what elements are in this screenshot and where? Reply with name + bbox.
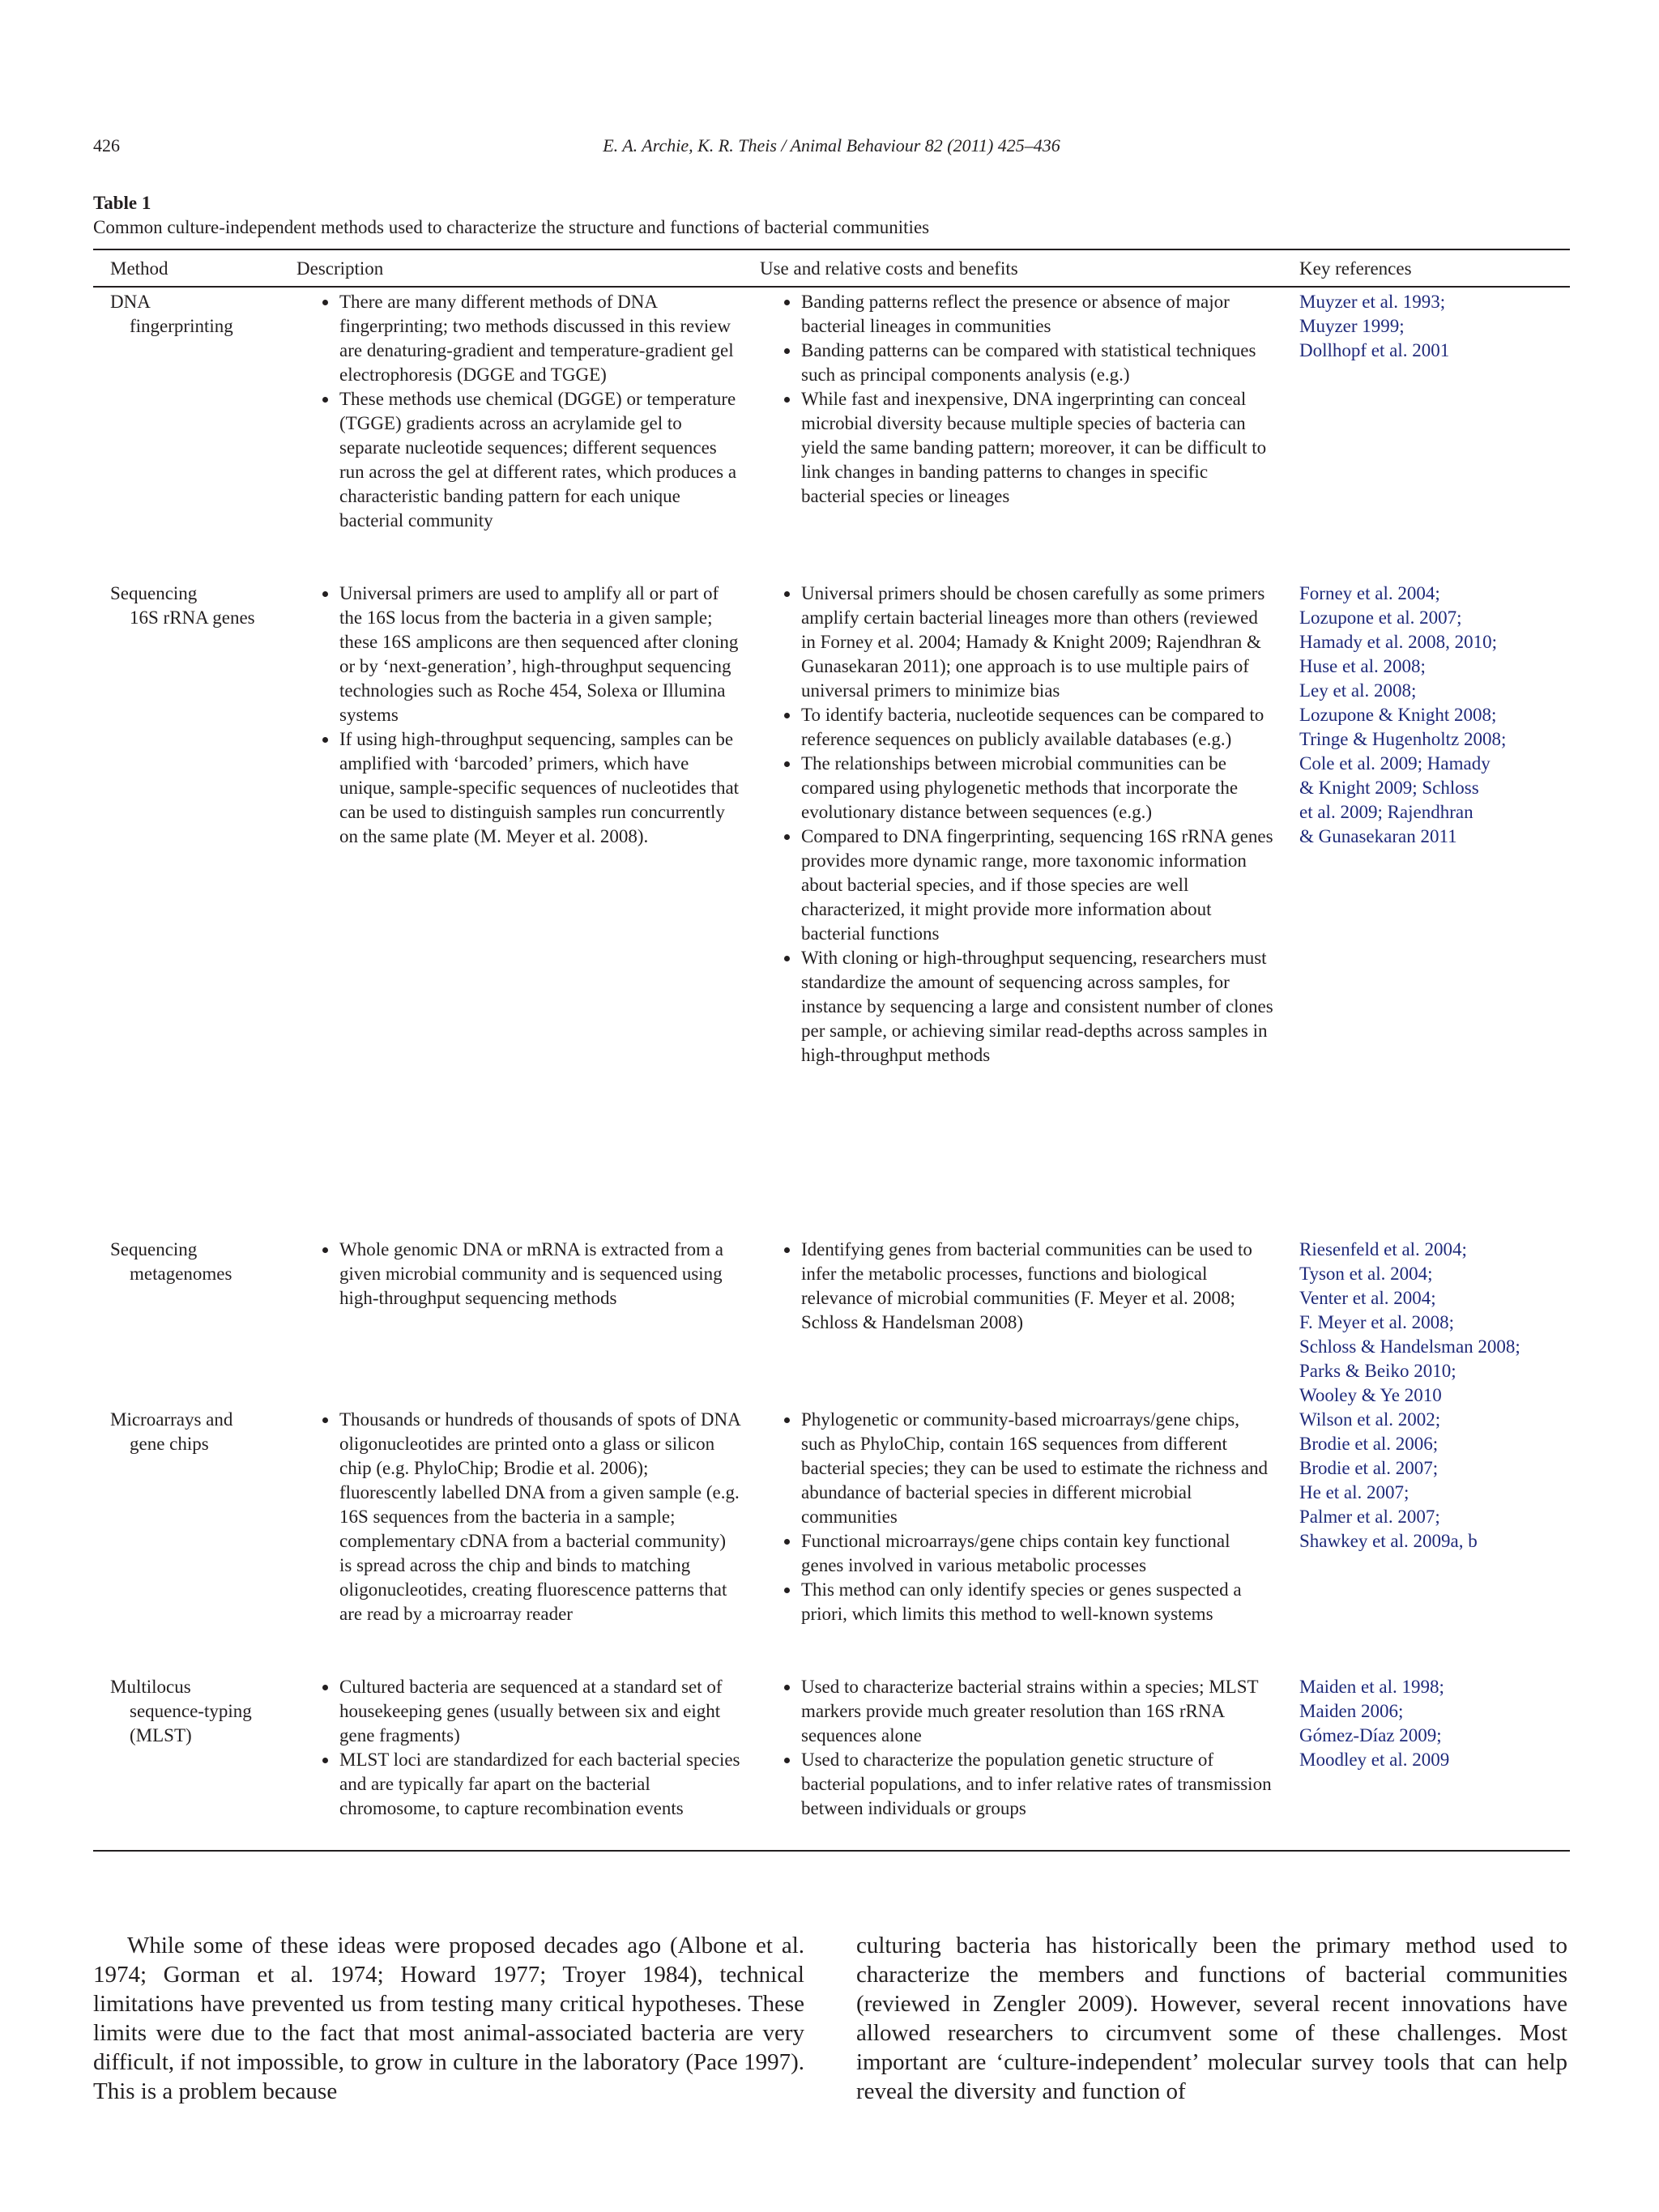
page-header: [93, 131, 1570, 160]
method-line: Multilocus: [110, 1677, 191, 1697]
reference-link[interactable]: et al. 2009; Rajendhran: [1299, 802, 1473, 822]
reference-link[interactable]: Gómez-Díaz 2009;: [1299, 1725, 1442, 1745]
references-cell: [1299, 1408, 1570, 1554]
reference-link[interactable]: Shawkey et al. 2009a, b: [1299, 1531, 1478, 1551]
references-cell: [1299, 1238, 1570, 1408]
reference-link[interactable]: Maiden et al. 1998;: [1299, 1677, 1444, 1697]
table-caption-text: Common culture-independent methods used to characterize the structure and functions of bacterial communities: [93, 217, 930, 237]
description-bullet: If using high-throughput sequencing, samples can be amplified with ‘barcoded’ primers, which have unique, sample-specific sequences of nucleotides that can be used to distinguish samples run concurrently on the same plate (M. Meyer et al. 2008).: [320, 727, 741, 849]
description-list: [320, 1675, 741, 1821]
description-list: [320, 1408, 741, 1626]
reference-link[interactable]: Maiden 2006;: [1299, 1701, 1404, 1721]
description-bullet: MLST loci are standardized for each bacterial species and are typically far apart on the bacterial chromosome, to capture recombination events: [320, 1748, 741, 1821]
reference-link[interactable]: Huse et al. 2008;: [1299, 656, 1426, 676]
method-line: 16S rRNA genes: [130, 607, 255, 628]
method-line: Microarrays and: [110, 1409, 233, 1430]
column-header-description: Description: [296, 258, 384, 279]
reference-link[interactable]: & Gunasekaran 2011: [1299, 826, 1457, 846]
table-header-rule: [93, 286, 1570, 288]
description-list: [320, 290, 741, 533]
description-list: [320, 582, 741, 849]
use-list: [782, 1408, 1276, 1626]
reference-link[interactable]: Hamady et al. 2008, 2010;: [1299, 632, 1498, 652]
description-bullet: Whole genomic DNA or mRNA is extracted from a given microbial community and is sequenced using high-throughput sequencing methods: [320, 1238, 741, 1311]
method-cell: [110, 290, 296, 339]
reference-link[interactable]: Cole et al. 2009; Hamady: [1299, 753, 1491, 774]
use-list: [782, 1238, 1276, 1335]
use-cell: [782, 290, 1276, 509]
reference-link[interactable]: Riesenfeld et al. 2004;: [1299, 1239, 1467, 1259]
use-bullet: Banding patterns can be compared with statistical techniques such as principal components analysis (e.g.): [782, 339, 1276, 387]
use-bullet: Phylogenetic or community-based microarrays/gene chips, such as PhyloChip, contain 16S sequences from different bacterial species; they can be used to estimate the richness and abundance of bacterial species in different microbial communities: [782, 1408, 1276, 1529]
reference-link[interactable]: Tyson et al. 2004;: [1299, 1264, 1433, 1284]
use-list: [782, 290, 1276, 509]
table-label: Table 1: [93, 193, 151, 213]
reference-link[interactable]: Lozupone et al. 2007;: [1299, 607, 1462, 628]
description-bullet: There are many different methods of DNA fingerprinting; two methods discussed in this review are denaturing-gradient and temperature-gradient gel electrophoresis (DGGE and TGGE): [320, 290, 741, 387]
references-cell: [1299, 1675, 1570, 1772]
method-cell: [110, 1408, 296, 1456]
column-header-use: Use and relative costs and benefits: [760, 258, 1018, 279]
method-cell: [110, 582, 296, 630]
reference-link[interactable]: Lozupone & Knight 2008;: [1299, 705, 1497, 725]
method-cell: [110, 1675, 296, 1748]
reference-link[interactable]: Dollhopf et al. 2001: [1299, 340, 1450, 360]
use-bullet: Used to characterize the population genetic structure of bacterial populations, and to infer relative rates of transmission between individuals or groups: [782, 1748, 1276, 1821]
method-line: Sequencing: [110, 1239, 198, 1259]
reference-link[interactable]: Forney et al. 2004;: [1299, 583, 1440, 603]
reference-link[interactable]: Parks & Beiko 2010;: [1299, 1361, 1456, 1381]
reference-link[interactable]: Tringe & Hugenholtz 2008;: [1299, 729, 1507, 749]
use-bullet: Used to characterize bacterial strains within a species; MLST markers provide much greater resolution than 16S rRNA sequences alone: [782, 1675, 1276, 1748]
body-text-left-column: While some of these ideas were proposed decades ago (Albone et al. 1974; Gorman et al. 1974; Howard 1977; Troyer 1984), technical limitations have prevented us from testing many critical hypotheses. These limits were due to the fact that most animal-associated bacteria are very difficult, if not impossible, to grow in culture in the laboratory (Pace 1997). This is a problem because: [93, 1933, 804, 2104]
reference-link[interactable]: Venter et al. 2004;: [1299, 1288, 1436, 1308]
use-cell: [782, 1408, 1276, 1626]
description-cell: [320, 1408, 741, 1626]
description-list: [320, 1238, 741, 1311]
body-text-right-column: culturing bacteria has historically been the primary method used to characterize the members and functions of bacterial communities (reviewed in Zengler 2009). However, several recent innovations have allowed researchers to circumvent some of these challenges. Most important are ‘culture-independent’ molecular survey tools that can help reveal the diversity and function of: [856, 1933, 1567, 2104]
description-cell: [320, 1238, 741, 1311]
use-bullet: Compared to DNA fingerprinting, sequencing 16S rRNA genes provides more dynamic range, more taxonomic information about bacterial species, and if those species are well characterized, it might provide more information about bacterial functions: [782, 825, 1276, 946]
description-cell: [320, 1675, 741, 1821]
references-cell: [1299, 290, 1570, 363]
description-bullet: Thousands or hundreds of thousands of spots of DNA oligonucleotides are printed onto a glass or silicon chip (e.g. PhyloChip; Brodie et al. 2006); fluorescently labelled DNA from a given sample (e.g. 16S sequences from the bacteria in a sample; complementary cDNA from a bacterial community) is spread across the chip and binds to matching oligonucleotides, creating fluorescence patterns that are read by a microarray reader: [320, 1408, 741, 1626]
method-line: fingerprinting: [130, 316, 233, 336]
reference-link[interactable]: F. Meyer et al. 2008;: [1299, 1312, 1455, 1332]
table-caption: [93, 191, 1570, 240]
use-cell: [782, 1238, 1276, 1335]
reference-link[interactable]: Muyzer et al. 1993;: [1299, 292, 1446, 312]
reference-link[interactable]: Brodie et al. 2007;: [1299, 1458, 1439, 1478]
description-bullet: These methods use chemical (DGGE) or temperature (TGGE) gradients across an acrylamide gel to separate nucleotide sequences; different sequences run across the gel at different rates, which produces a characteristic banding pattern for each unique bacterial community: [320, 387, 741, 533]
use-bullet: Universal primers should be chosen carefully as some primers amplify certain bacterial lineages more than others (reviewed in Forney et al. 2004; Hamady & Knight 2009; Rajendhran & Gunasekaran 2011); one approach is to use multiple pairs of universal primers to minimize bias: [782, 582, 1276, 703]
description-cell: [320, 290, 741, 533]
method-cell: [110, 1238, 296, 1286]
use-list: [782, 1675, 1276, 1821]
use-bullet: While fast and inexpensive, DNA ingerprinting can conceal microbial diversity because multiple species of bacteria can yield the same banding pattern; moreover, it can be difficult to link changes in banding patterns to changes in specific bacterial species or lineages: [782, 387, 1276, 509]
reference-link[interactable]: Moodley et al. 2009: [1299, 1750, 1450, 1770]
reference-link[interactable]: He et al. 2007;: [1299, 1482, 1410, 1502]
use-list: [782, 582, 1276, 1068]
column-header-references: Key references: [1299, 258, 1412, 279]
use-cell: [782, 1675, 1276, 1821]
table-top-rule: [93, 249, 1570, 250]
use-cell: [782, 582, 1276, 1068]
description-cell: [320, 582, 741, 849]
reference-link[interactable]: & Knight 2009; Schloss: [1299, 778, 1479, 798]
use-bullet: This method can only identify species or genes suspected a priori, which limits this method to well-known systems: [782, 1578, 1276, 1626]
reference-link[interactable]: Muyzer 1999;: [1299, 316, 1405, 336]
use-bullet: With cloning or high-throughput sequencing, researchers must standardize the amount of sequencing across samples, for instance by sequencing a large and consistent number of clones per sample, or achieving similar read-depths across samples in high-throughput methods: [782, 946, 1276, 1068]
method-line: gene chips: [130, 1434, 209, 1454]
reference-link[interactable]: Wilson et al. 2002;: [1299, 1409, 1441, 1430]
method-line: Sequencing: [110, 583, 198, 603]
description-bullet: Cultured bacteria are sequenced at a standard set of housekeeping genes (usually between six and eight gene fragments): [320, 1675, 741, 1748]
use-bullet: Banding patterns reflect the presence or absence of major bacterial lineages in communities: [782, 290, 1276, 339]
column-header-method: Method: [110, 258, 168, 279]
reference-link[interactable]: Brodie et al. 2006;: [1299, 1434, 1439, 1454]
reference-link[interactable]: Palmer et al. 2007;: [1299, 1507, 1440, 1527]
method-line: DNA: [110, 292, 151, 312]
description-bullet: Universal primers are used to amplify all or part of the 16S locus from the bacteria in a given sample; these 16S amplicons are then sequenced after cloning or by ‘next-generation’, high-throughput sequencing technologies such as Roche 454, Solexa or Illumina systems: [320, 582, 741, 727]
method-line: metagenomes: [130, 1264, 232, 1284]
table-bottom-rule: [93, 1850, 1570, 1852]
use-bullet: Identifying genes from bacterial communities can be used to infer the metabolic processes, functions and biological relevance of microbial communities (F. Meyer et al. 2008; Schloss & Handelsman 2008): [782, 1238, 1276, 1335]
reference-link[interactable]: Schloss & Handelsman 2008;: [1299, 1336, 1520, 1357]
use-bullet: Functional microarrays/gene chips contain key functional genes involved in various metabolic processes: [782, 1529, 1276, 1578]
use-bullet: The relationships between microbial communities can be compared using phylogenetic methods that incorporate the evolutionary distance between sequences (e.g.): [782, 752, 1276, 825]
running-head: E. A. Archie, K. R. Theis / Animal Behaviour 82 (2011) 425–436: [603, 135, 1060, 156]
page-number: 426: [93, 135, 120, 156]
use-bullet: To identify bacteria, nucleotide sequences can be compared to reference sequences on publicly available databases (e.g.): [782, 703, 1276, 752]
method-line: sequence-typing: [130, 1701, 252, 1721]
reference-link[interactable]: Ley et al. 2008;: [1299, 680, 1417, 701]
reference-link[interactable]: Wooley & Ye 2010: [1299, 1385, 1442, 1405]
references-cell: [1299, 582, 1570, 849]
method-line: (MLST): [130, 1725, 192, 1745]
